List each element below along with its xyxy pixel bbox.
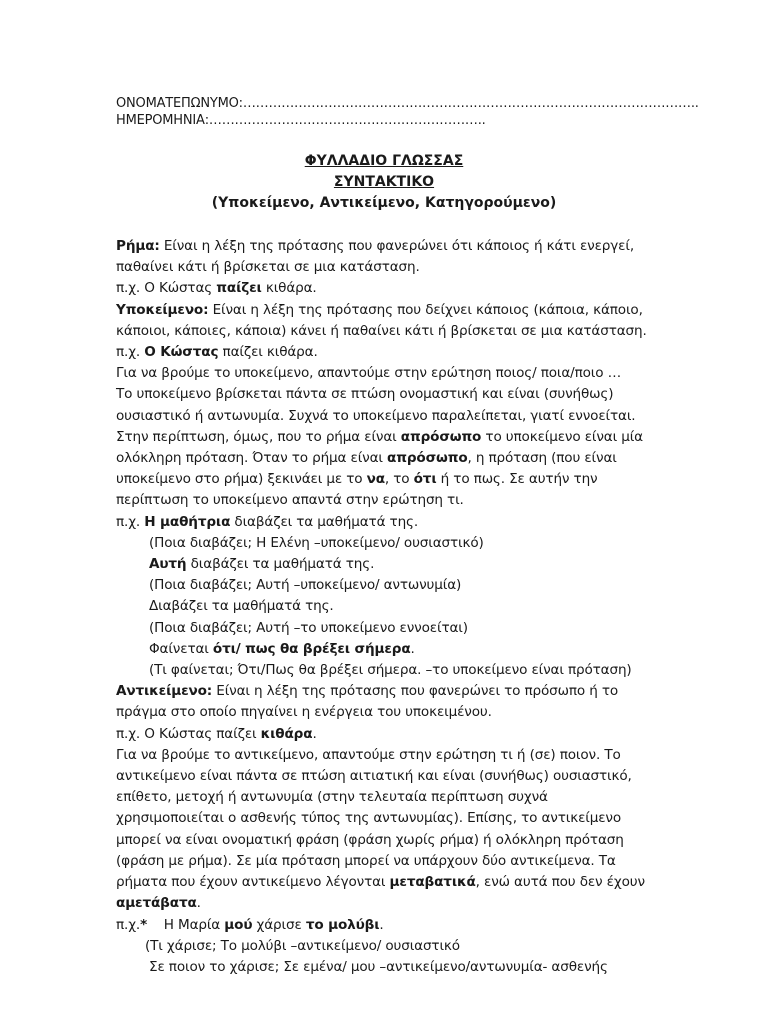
text-line: [116, 342, 656, 363]
text-line: [116, 469, 656, 490]
text-span: , ενώ αυτά που δεν έχουν: [475, 874, 645, 891]
text-span: , το: [384, 471, 414, 488]
bold-text: κιθάρα: [260, 725, 313, 742]
text-span: το υποκείμενο είναι μία: [481, 428, 643, 445]
text-span: επίθετο, μετοχή ή αντωνυμία (στην τελευταία περίπτωση συχνά: [116, 789, 548, 806]
text-span: πράγμα στο οποίο πηγαίνει η ενέργεια του υποκειμένου.: [116, 704, 492, 721]
text-span: (Ποια διαβάζει; Αυτή –υποκείμενο/ αντωνυμία): [149, 577, 462, 594]
text-span: Φαίνεται: [149, 640, 213, 657]
bold-text: Ρήμα:: [116, 238, 160, 254]
text-line: [116, 278, 656, 299]
text-span: παίζει κιθάρα.: [218, 344, 318, 361]
worksheet-title: ΦΥΛΛΑΔΙΟ ΓΛΩΣΣΑΣ: [304, 153, 464, 169]
text-line: [116, 851, 656, 872]
bold-text: αμετάβατα: [116, 895, 197, 912]
worksheet-topics: (Υποκείμενο, Αντικείμενο, Κατηγορούμενο): [211, 195, 557, 211]
text-span: π.χ. Ο Κώστας παίζει: [116, 725, 261, 742]
text-span: (φράση με ρήμα). Σε μία πρόταση μπορεί να υπάρχουν δύο αντικείμενα. Τα: [116, 852, 616, 869]
text-line: [116, 512, 656, 533]
bold-text: Η μαθήτρια: [144, 513, 231, 530]
text-line: [116, 596, 656, 617]
worksheet-body: [116, 236, 656, 978]
text-span: ρήματα που έχουν αντικείμενο λέγονται: [116, 874, 390, 891]
text-line: [116, 787, 656, 808]
text-span: Σε ποιον το χάρισε; Σε εμένα/ μου –αντικείμενο/αντωνυμία- ασθενής: [149, 958, 608, 975]
text-span: Για να βρούμε το αντικείμενο, απαντούμε στην ερώτηση τι ή (σε) ποιον. Το: [116, 746, 621, 763]
text-span: ουσιαστικό ή αντωνυμία. Συχνά το υποκείμενο παραλείπεται, γιατί εννοείται.: [116, 407, 636, 424]
text-line: [116, 915, 656, 936]
text-span: .: [196, 895, 201, 912]
worksheet-subtitle: ΣΥΝΤΑΚΤΙΚΟ: [333, 174, 435, 190]
text-span: Είναι η λέξη της πρότασης που φανερώνει το πρόσωπο ή το: [212, 683, 619, 700]
text-line: [116, 724, 656, 745]
text-span: Το υποκείμενο βρίσκεται πάντα σε πτώση ονομαστική και είναι (συνήθως): [116, 386, 614, 403]
text-line: [116, 363, 656, 384]
text-span: κάποιοι, κάποιες, κάποια) κάνει ή παθαίνει κάτι ή βρίσκεται σε μια κατάσταση.: [116, 322, 647, 339]
text-span: (Τι χάρισε; Το μολύβι –αντικείμενο/ ουσιαστικό: [145, 937, 460, 954]
text-span: περίπτωση το υποκείμενο απαντά στην ερώτηση τι.: [116, 492, 464, 509]
worksheet-header: [116, 95, 699, 129]
bold-text: *: [140, 916, 148, 933]
bold-text: Ο Κώστας: [144, 344, 219, 361]
text-span: παθαίνει κάτι ή βρίσκεται σε μια κατάσταση.: [116, 259, 420, 276]
text-line: [116, 660, 656, 681]
text-line: [116, 575, 656, 596]
text-line: [116, 490, 656, 511]
text-line: [116, 936, 656, 957]
bold-text: να: [366, 471, 385, 488]
text-span: .: [379, 916, 384, 933]
text-line: [116, 554, 656, 575]
text-span: Είναι η λέξη της πρότασης που φανερώνει ότι κάποιος ή κάτι ενεργεί,: [159, 238, 634, 254]
text-span: π.χ.: [116, 513, 145, 530]
text-span: π.χ. Ο Κώστας: [116, 280, 217, 297]
text-span: π.χ.: [116, 344, 145, 361]
text-line: [116, 257, 656, 278]
bold-text: το μολύβι: [305, 916, 380, 933]
text-line: [116, 808, 656, 829]
bold-text: Αντικείμενο:: [116, 683, 213, 700]
text-span: Είναι η λέξη της πρότασης που δείχνει κάποιος (κάποια, κάποιο,: [208, 301, 643, 318]
text-line: [116, 957, 656, 978]
text-span: Διαβάζει τα μαθήματά της.: [149, 598, 334, 615]
bold-text: απρόσωπο: [387, 450, 468, 467]
text-span: Στην περίπτωση, όμως, που το ρήμα είναι: [116, 428, 401, 445]
text-span: Η Μαρία: [147, 916, 225, 933]
bold-text: απρόσωπο: [400, 428, 482, 445]
text-line: [116, 893, 656, 914]
text-line: [116, 384, 656, 405]
text-span: (Ποια διαβάζει; Η Ελένη –υποκείμενο/ ουσιαστικό): [149, 534, 484, 551]
text-span: ή το πως. Σε αυτήν την: [436, 471, 598, 488]
text-span: αντικείμενο είναι πάντα σε πτώση αιτιατική και είναι (συνήθως) ουσιαστικό,: [116, 768, 632, 785]
text-line: [116, 702, 656, 723]
text-line: [116, 427, 656, 448]
text-span: .: [312, 725, 317, 742]
text-span: π.χ.: [116, 916, 141, 933]
bold-text: ότι: [413, 471, 437, 488]
text-span: ολόκληρη πρόταση. Όταν το ρήμα είναι: [116, 450, 388, 467]
bold-text: μεταβατικά: [389, 874, 476, 891]
bold-text: Αυτή: [149, 556, 187, 573]
text-line: [116, 300, 656, 321]
worksheet-titles: [0, 151, 768, 214]
text-span: διαβάζει τα μαθήματά της.: [230, 513, 419, 530]
text-line: [116, 639, 656, 660]
text-line: [116, 681, 656, 702]
text-line: [116, 236, 656, 257]
text-span: (Τι φαίνεται; Ότι/Πως θα βρέξει σήμερα. –το υποκείμενο είναι πρόταση): [149, 662, 632, 679]
text-span: .: [410, 640, 415, 657]
text-line: [116, 448, 656, 469]
bold-text: παίζει: [216, 280, 262, 297]
text-span: μπορεί να είναι ονοματική φράση (φράση χωρίς ρήμα) ή ολόκληρη πρόταση: [116, 831, 624, 848]
text-line: [116, 321, 656, 342]
text-line: [116, 745, 656, 766]
bold-text: Υποκείμενο:: [116, 301, 209, 318]
text-span: κιθάρα.: [261, 280, 317, 297]
text-line: [116, 406, 656, 427]
text-span: υποκείμενο στο ρήμα) ξεκινάει με το: [116, 471, 367, 488]
bold-text: ότι/ πως θα βρέξει σήμερα: [212, 640, 411, 657]
text-line: [116, 830, 656, 851]
text-line: [116, 766, 656, 787]
text-span: διαβάζει τα μαθήματά της.: [186, 556, 375, 573]
text-line: [116, 618, 656, 639]
text-line: [116, 533, 656, 554]
text-span: Για να βρούμε το υποκείμενο, απαντούμε στην ερώτηση ποιος/ ποια/ποιο …: [116, 365, 622, 382]
text-span: χρησιμοποιείται ο ασθενής τύπος της αντωνυμίας). Επίσης, το αντικείμενο: [116, 810, 622, 827]
name-field-label: ΟΝΟΜΑΤΕΠΩΝΥΜΟ:……………………………………………………………………………………………..: [116, 96, 699, 111]
text-span: χάρισε: [252, 916, 306, 933]
date-field-label: ΗΜΕΡΟΜΗΝΙΑ:………………………………………………………..: [116, 113, 486, 128]
text-line: [116, 872, 656, 893]
bold-text: μού: [224, 916, 253, 933]
text-span: , η πρόταση (που είναι: [467, 450, 617, 467]
text-span: (Ποια διαβάζει; Αυτή –το υποκείμενο εννοείται): [149, 619, 468, 636]
